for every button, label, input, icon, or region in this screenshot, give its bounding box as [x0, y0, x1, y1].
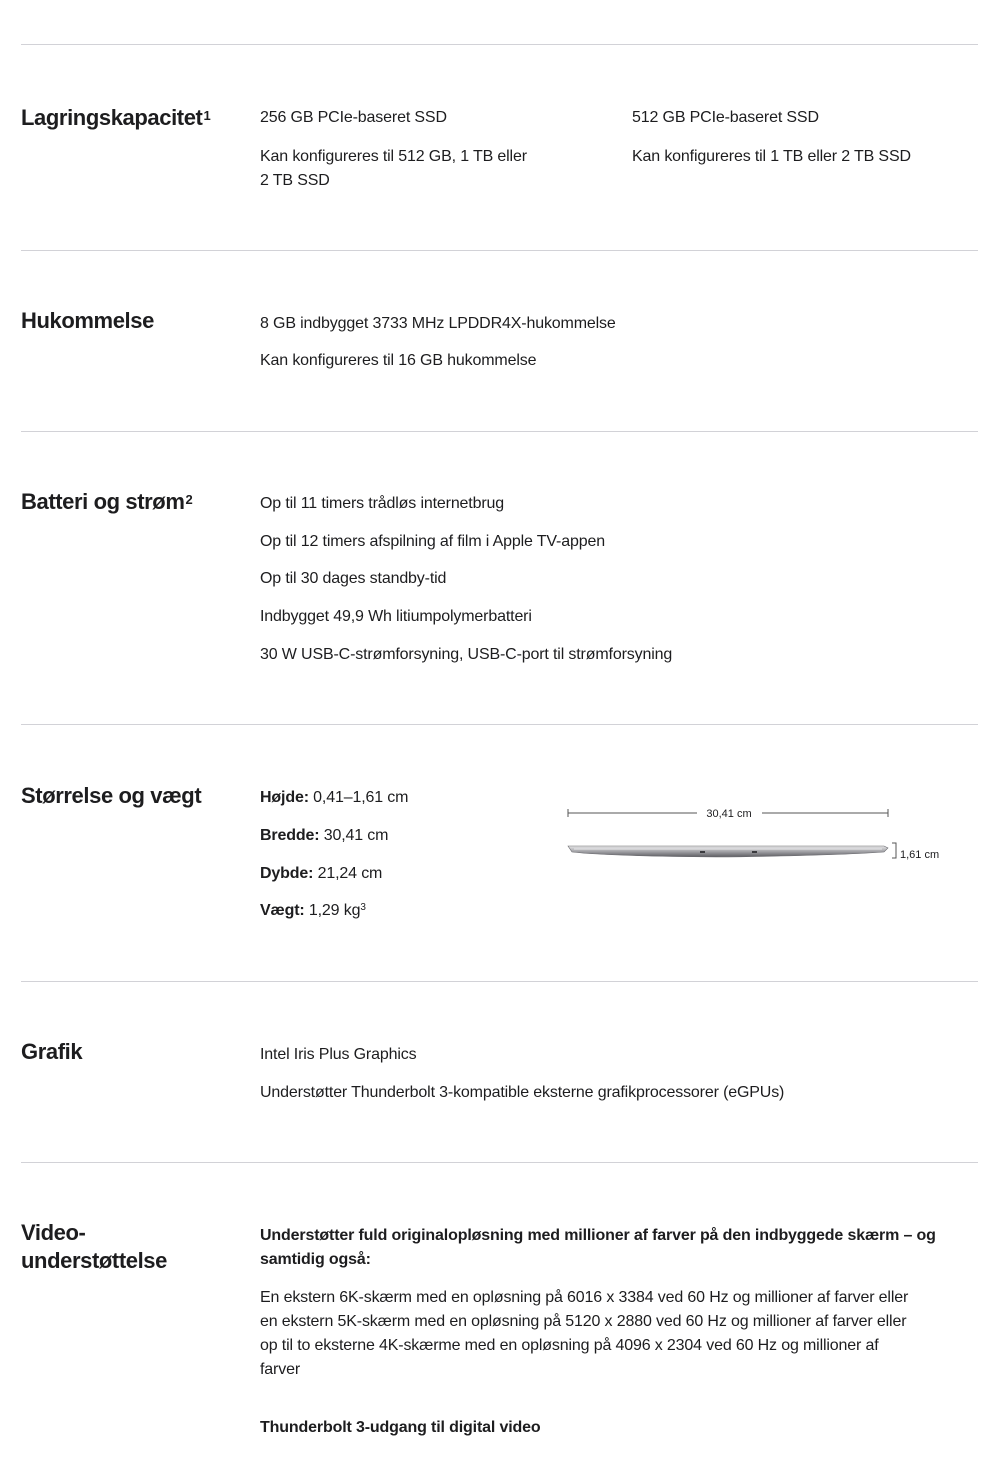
storage-model2-config: Kan konfigureres til 1 TB eller 2 TB SSD: [632, 148, 911, 165]
size-depth: [260, 862, 382, 886]
video-intro: [260, 1224, 936, 1272]
storage-model1-config: [260, 145, 527, 193]
size-height-label: Højde:: [260, 789, 309, 806]
divider-battery: [21, 724, 978, 725]
height-dimension-label: 1,61 cm: [900, 849, 940, 861]
divider-memory: [21, 431, 978, 432]
memory-config: Kan konfigureres til 16 GB hukommelse: [260, 352, 537, 369]
size-width: [260, 824, 388, 848]
divider-size: [21, 981, 978, 982]
macbook-dimension-diagram: [566, 800, 951, 870]
graphics-egpu: Understøtter Thunderbolt 3-kompatible eksterne grafikprocessorer (eGPUs): [260, 1084, 785, 1101]
video-body: [260, 1286, 908, 1382]
storage-model2-capacity: 512 GB PCIe-baseret SSD: [632, 109, 819, 126]
video-body-line4: farver: [260, 1361, 300, 1378]
storage-model1-config-line1: Kan konfigureres til 512 GB, 1 TB eller: [260, 148, 527, 165]
divider-graphics: [21, 1162, 978, 1163]
battery-line-web: Op til 11 timers trådløs internetbrug: [260, 495, 505, 512]
video-body-line2: en ekstern 5K-skærm med en opløsning på 5120 x 2880 ved 60 Hz og millioner af farver eller: [260, 1313, 907, 1330]
storage-footnote-marker[interactable]: 1: [203, 108, 211, 123]
size-weight-label: Vægt:: [260, 902, 305, 919]
video-intro-line2: samtidig også:: [260, 1251, 371, 1268]
size-width-label: Bredde:: [260, 827, 320, 844]
battery-line-capacity: Indbygget 49,9 Wh litiumpolymerbatteri: [260, 608, 532, 625]
size-height: [260, 786, 408, 810]
battery-line-standby: Op til 30 dages standby-tid: [260, 570, 447, 587]
size-weight: [260, 899, 366, 923]
size-width-value: 30,41 cm: [319, 827, 389, 844]
battery-line-adapter: 30 W USB-C-strømforsyning, USB-C-port til strømforsyning: [260, 646, 673, 663]
memory-spec: 8 GB indbygget 3733 MHz LPDDR4X-hukommelse: [260, 315, 616, 332]
storage-heading: [21, 104, 210, 132]
video-body-line1: En ekstern 6K-skærm med en opløsning på 6016 x 3384 ved 60 Hz og millioner af farver eller: [260, 1289, 909, 1306]
battery-heading: [21, 488, 192, 516]
video-heading: [21, 1219, 167, 1275]
storage-heading-text: Lagringskapacitet: [21, 105, 203, 130]
video-heading-line2: understøttelse: [21, 1248, 167, 1273]
graphics-gpu: Intel Iris Plus Graphics: [260, 1046, 417, 1063]
size-depth-label: Dybde:: [260, 865, 314, 882]
width-dimension-label: 30,41 cm: [706, 808, 752, 820]
size-weight-footnote-marker[interactable]: 3: [360, 902, 366, 913]
size-height-value: 0,41–1,61 cm: [308, 789, 409, 806]
graphics-heading: Grafik: [21, 1039, 83, 1064]
height-dimension-bracket: [892, 843, 896, 858]
video-heading-line1: Video-: [21, 1220, 86, 1245]
divider-top: [21, 44, 978, 45]
size-depth-value: 21,24 cm: [313, 865, 383, 882]
memory-heading: Hukommelse: [21, 308, 154, 333]
storage-model1-config-line2: 2 TB SSD: [260, 172, 330, 189]
video-body-line3: op til to eksterne 4K-skærme med en opløsning på 4096 x 2304 ved 60 Hz og millioner af: [260, 1337, 879, 1354]
battery-footnote-marker[interactable]: 2: [185, 492, 193, 507]
size-weight-value: 1,29 kg: [304, 902, 361, 919]
battery-line-movies: Op til 12 timers afspilning af film i Apple TV-appen: [260, 533, 605, 550]
divider-storage: [21, 250, 978, 251]
size-heading: Størrelse og vægt: [21, 783, 202, 808]
storage-model1-capacity: 256 GB PCIe-baseret SSD: [260, 109, 447, 126]
macbook-side-profile: [568, 846, 888, 857]
battery-heading-text: Batteri og strøm: [21, 489, 185, 514]
video-output-title: Thunderbolt 3-udgang til digital video: [260, 1419, 541, 1436]
video-intro-line1: Understøtter fuld originalopløsning med millioner af farver på den indbyggede skærm – og: [260, 1227, 936, 1244]
